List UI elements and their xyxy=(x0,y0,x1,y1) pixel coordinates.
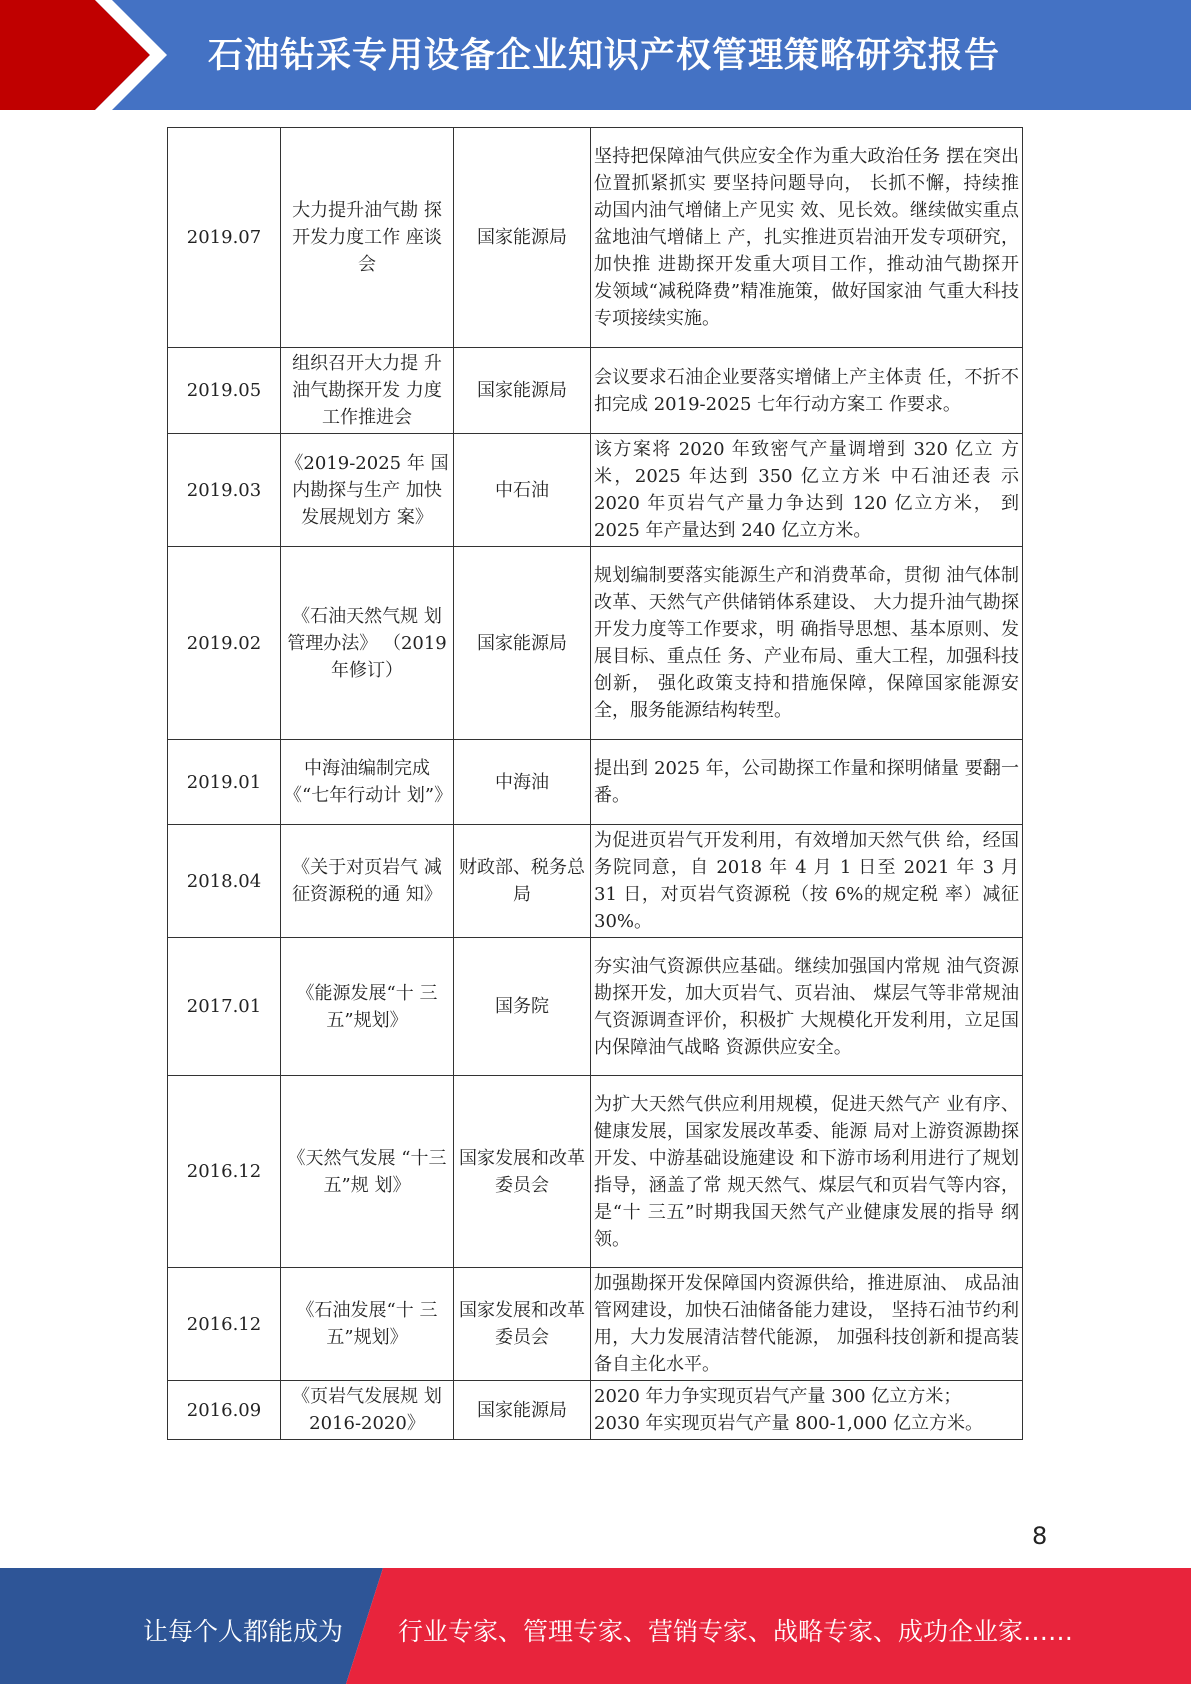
date-cell: 2019.03 xyxy=(168,434,281,547)
issuer-cell: 国家发展和改革委员会 xyxy=(454,1268,591,1381)
policy-name-cell: 《石油发展“十 三五”规划》 xyxy=(281,1268,454,1381)
issuer-cell: 国家能源局 xyxy=(454,547,591,740)
description-cell xyxy=(591,1381,1023,1440)
table-row xyxy=(168,1268,1023,1381)
table-row xyxy=(168,348,1023,434)
table-row xyxy=(168,547,1023,740)
page-number: 8 xyxy=(1032,1522,1048,1550)
policy-name-cell: 《天然气发展 “十三五”规 划》 xyxy=(281,1076,454,1268)
policy-table xyxy=(167,127,1023,1440)
date-cell: 2019.07 xyxy=(168,128,281,348)
table-row xyxy=(168,128,1023,348)
date-cell: 2016.09 xyxy=(168,1381,281,1440)
description-cell: 为促进页岩气开发利用，有效增加天然气供 给，经国务院同意，自 2018 年 4 月 1 日至 2021 年 3 月 31 日，对页岩气资源税（按 6%的规定税 率）减征 30%。 xyxy=(591,825,1023,938)
description-cell: 夯实油气资源供应基础。继续加强国内常规 油气资源勘探开发，加大页岩气、页岩油、 煤层气等非常规油气资源调查评价，积极扩 大规模化开发利用，立足国内保障油气战略 资源供应安全。 xyxy=(591,938,1023,1076)
description-line: 2020 年力争实现页岩气产量 300 亿立方米； xyxy=(594,1386,962,1407)
table-row xyxy=(168,938,1023,1076)
issuer-cell: 国务院 xyxy=(454,938,591,1076)
description-line: 2030 年实现页岩气产量 800-1,000 亿立方米。 xyxy=(594,1413,983,1434)
issuer-cell: 国家能源局 xyxy=(454,348,591,434)
table-row xyxy=(168,825,1023,938)
table-row xyxy=(168,434,1023,547)
policy-name-cell: 中海油编制完成 《“七年行动计 划”》 xyxy=(281,740,454,825)
page-footer xyxy=(0,1568,1191,1684)
issuer-cell: 中石油 xyxy=(454,434,591,547)
footer-slogan-left: 让每个人都能成为 xyxy=(143,1617,344,1646)
date-cell: 2019.01 xyxy=(168,740,281,825)
description-cell: 提出到 2025 年，公司勘探工作量和探明储量 要翻一番。 xyxy=(591,740,1023,825)
table-row xyxy=(168,1076,1023,1268)
issuer-cell: 国家能源局 xyxy=(454,128,591,348)
description-cell: 加强勘探开发保障国内资源供给，推进原油、 成品油管网建设，加快石油储备能力建设， 坚持石油节约利用，大力发展清洁替代能源， 加强科技创新和提高装备自主化水平。 xyxy=(591,1268,1023,1381)
policy-name-cell: 《2019-2025 年 国内勘探与生产 加快发展规划方 案》 xyxy=(281,434,454,547)
policy-name-cell: 《页岩气发展规 划 2016-2020》 xyxy=(281,1381,454,1440)
issuer-cell: 中海油 xyxy=(454,740,591,825)
footer-slogan-right: 行业专家、管理专家、营销专家、战略专家、成功企业家…… xyxy=(398,1617,1074,1646)
date-cell: 2019.02 xyxy=(168,547,281,740)
page-header xyxy=(0,0,1191,110)
report-title: 石油钻采专用设备企业知识产权管理策略研究报告 xyxy=(208,36,1001,76)
date-cell: 2016.12 xyxy=(168,1268,281,1381)
policy-name-cell: 《能源发展“十 三五”规划》 xyxy=(281,938,454,1076)
policy-name-cell: 大力提升油气勘 探开发力度工作 座谈会 xyxy=(281,128,454,348)
description-cell: 坚持把保障油气供应安全作为重大政治任务 摆在突出位置抓紧抓实 要坚持问题导向， 长抓不懈，持续推动国内油气增储上产见实 效、见长效。继续做实重点盆地油气增储上 产，扎实推进页岩油开发专项研究，加快推 进勘探开发重大项目工作，推动油气勘探开 发领域“减税降费”精准施策，做好国家油 气重大科技专项接续实施。 xyxy=(591,128,1023,348)
description-cell: 为扩大天然气供应利用规模，促进天然气产 业有序、健康发展，国家发展改革委、能源 局对上游资源勘探开发、中游基础设施建设 和下游市场利用进行了规划指导，涵盖了常 规天然气、煤层气和页岩气等内容，是“十 三五”时期我国天然气产业健康发展的指导 纲领。 xyxy=(591,1076,1023,1268)
issuer-cell: 国家发展和改革委员会 xyxy=(454,1076,591,1268)
description-cell: 会议要求石油企业要落实增储上产主体责 任，不折不扣完成 2019-2025 七年行动方案工 作要求。 xyxy=(591,348,1023,434)
date-cell: 2019.05 xyxy=(168,348,281,434)
date-cell: 2016.12 xyxy=(168,1076,281,1268)
table-row xyxy=(168,740,1023,825)
policy-name-cell: 《关于对页岩气 减征资源税的通 知》 xyxy=(281,825,454,938)
issuer-cell: 国家能源局 xyxy=(454,1381,591,1440)
table-row xyxy=(168,1381,1023,1440)
policy-name-cell: 《石油天然气规 划管理办法》 （2019 年修订） xyxy=(281,547,454,740)
issuer-cell: 财政部、税务总局 xyxy=(454,825,591,938)
description-cell: 该方案将 2020 年致密气产量调增到 320 亿立 方米，2025 年达到 350 亿立方米 中石油还表 示 2020 年页岩气产量力争达到 120 亿立方米， 到 2025 年产量达到 240 亿立方米。 xyxy=(591,434,1023,547)
description-cell: 规划编制要落实能源生产和消费革命，贯彻 油气体制改革、天然气产供储销体系建设、 大力提升油气勘探开发力度等工作要求，明 确指导思想、基本原则、发展目标、重点任 务、产业布局、重大工程，加强科技创新， 强化政策支持和措施保障，保障国家能源安 全，服务能源结构转型。 xyxy=(591,547,1023,740)
date-cell: 2018.04 xyxy=(168,825,281,938)
date-cell: 2017.01 xyxy=(168,938,281,1076)
policy-name-cell: 组织召开大力提 升油气勘探开发 力度工作推进会 xyxy=(281,348,454,434)
